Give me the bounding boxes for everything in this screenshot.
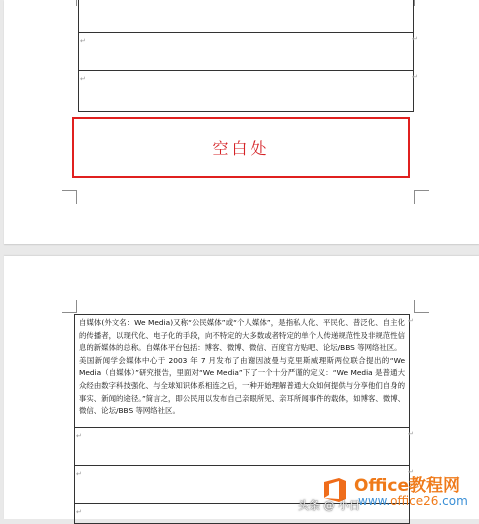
crop-mark: [414, 0, 415, 6]
row-end-mark: ↵: [412, 73, 418, 81]
paragraph-mark: ↵: [76, 508, 82, 516]
table-cell[interactable]: [78, 0, 414, 33]
blank-area-highlight: [72, 117, 410, 178]
crop-mark: [76, 190, 77, 204]
crop-mark: [62, 190, 76, 191]
row-end-mark: ↵: [408, 317, 414, 325]
site-watermark: [298, 467, 476, 517]
crop-mark: [415, 190, 429, 191]
table-cell[interactable]: [74, 428, 410, 466]
paragraph-mark: ↵: [80, 37, 86, 45]
paragraph: 自媒体(外文名：We Media)又称“公民媒体”或“个人媒体”，是指私人化、平民化、普泛化、自主化的传播者，以现代化、电子化的手段，向不特定的大多数或者特定的单个人传递规范性及非规范性信息的新媒体的总称。自媒体平台包括：博客、微博、微信、百度官方贴吧、论坛/BBS 等网络社区。: [79, 318, 405, 353]
crop-mark: [415, 312, 429, 313]
paragraph: 美国新闻学会媒体中心于 2003 年 7 月发布了由谢因波曼与克里斯威理斯两位联合提出的“We Media（自媒体）”研究报告，里面对“We Media”下了一个十分严谨的定义：“We Media 是普通大众经由数字科技强化、与全球知识体系相连之后，一种开始理解普通大众如何提供与分享他们自身的事实、新闻的途径。”简言之，即公民用以发布自己亲眼所见、亲耳所闻事件的载体，如博客、微博、微信、论坛/BBS 等网络社区。: [79, 355, 405, 416]
table-cell[interactable]: [78, 71, 414, 112]
blank-area-label: 空白处: [212, 139, 270, 158]
watermark-url: www.office26.com: [358, 494, 468, 508]
table-cell[interactable]: [78, 33, 414, 71]
crop-mark: [76, 0, 77, 6]
row-end-mark: ↵: [408, 468, 414, 476]
watermark-author: 头条 @ 小日: [298, 499, 360, 512]
paragraph-mark: ↵: [76, 470, 82, 478]
row-end-mark: ↵: [408, 430, 414, 438]
table-text-cell[interactable]: [74, 314, 410, 428]
watermark-title: Office教程网: [354, 476, 461, 496]
crop-mark: [414, 190, 415, 204]
paragraph-mark: ↵: [76, 432, 82, 440]
crop-mark: [76, 300, 77, 313]
row-end-mark: ↵: [412, 35, 418, 43]
paragraph-mark: ↵: [80, 75, 86, 83]
crop-mark: [62, 312, 76, 313]
